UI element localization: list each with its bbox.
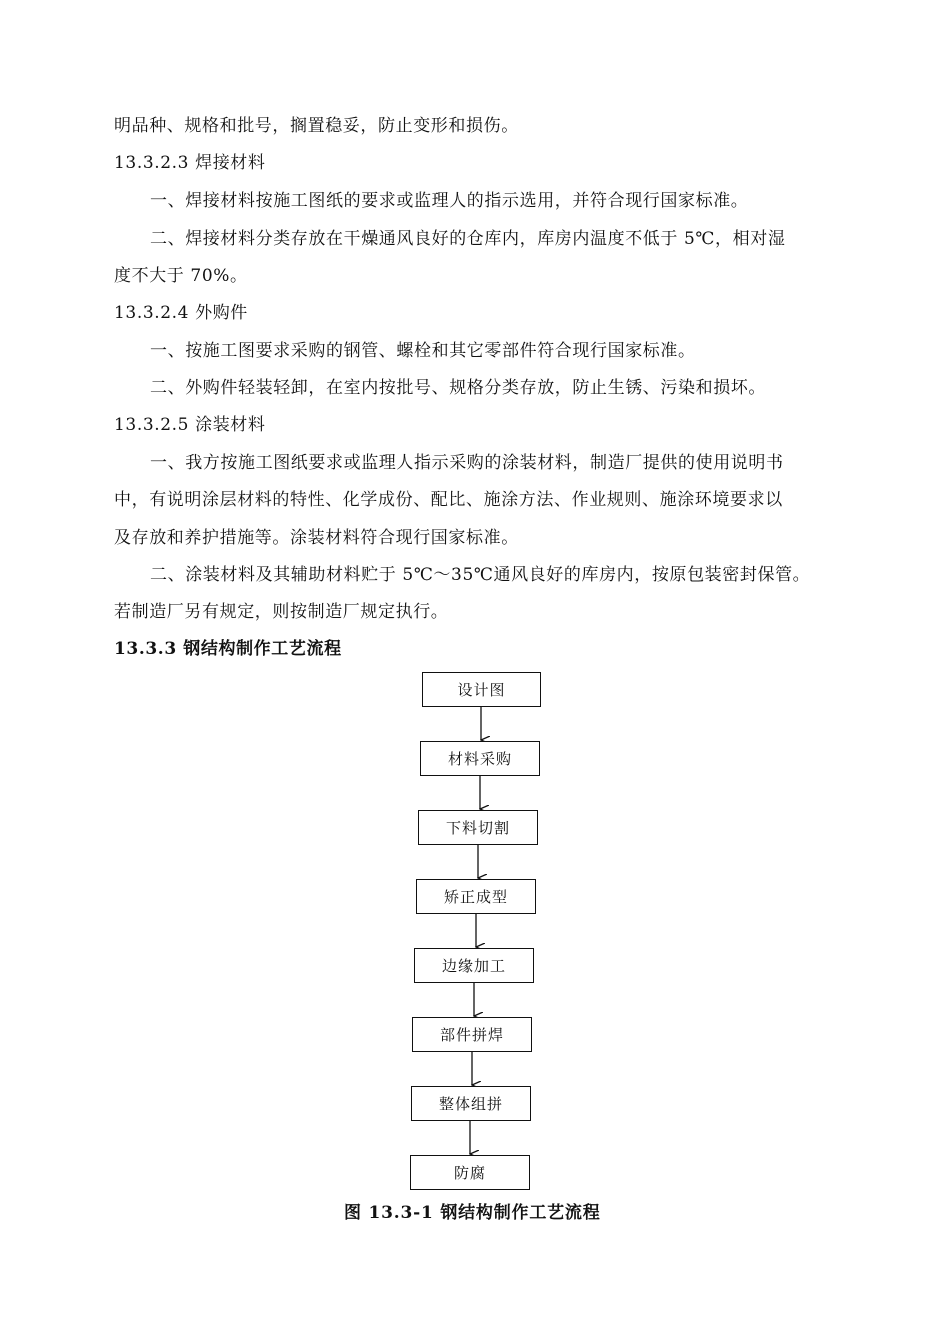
- flow-step-design-drawing: [422, 672, 541, 707]
- subsection-heading: 13.3.2.5 涂装材料: [114, 415, 266, 435]
- flow-step-material-purchase: [420, 741, 540, 776]
- flow-step-label: 防腐: [453, 1164, 486, 1182]
- flow-step-label: 边缘加工: [441, 957, 506, 975]
- flow-step-label: 设计图: [457, 681, 506, 699]
- section-heading: 13.3.3 钢结构制作工艺流程: [114, 639, 342, 659]
- paragraph-line: 一、焊接材料按施工图纸的要求或监理人的指示选用，并符合现行国家标准。: [150, 191, 749, 211]
- paragraph-line: 明品种、规格和批号，搁置稳妥，防止变形和损伤。: [114, 116, 519, 136]
- flow-step-label: 材料采购: [447, 750, 512, 768]
- flow-step-cutting: [418, 810, 538, 845]
- flow-step-anticorrosion: [410, 1155, 530, 1190]
- paragraph-line: 中，有说明涂层材料的特性、化学成份、配比、施涂方法、作业规则、施涂环境要求以: [114, 490, 783, 510]
- subsection-heading: 13.3.2.4 外购件: [114, 303, 248, 323]
- paragraph-line: 及存放和养护措施等。涂装材料符合现行国家标准。: [114, 528, 519, 548]
- paragraph-line: 一、按施工图要求采购的钢管、螺栓和其它零部件符合现行国家标准。: [150, 341, 696, 361]
- paragraph-line: 一、我方按施工图纸要求或监理人指示采购的涂装材料，制造厂提供的使用说明书: [150, 453, 784, 473]
- flow-step-straightening: [416, 879, 536, 914]
- paragraph-line: 二、焊接材料分类存放在干燥通风良好的仓库内，库房内温度不低于 5℃，相对湿: [150, 229, 786, 249]
- paragraph-line: 二、外购件轻装轻卸，在室内按批号、规格分类存放，防止生锈、污染和损坏。: [150, 378, 766, 398]
- flow-step-assembly: [411, 1086, 531, 1121]
- subsection-heading: 13.3.2.3 焊接材料: [114, 153, 266, 173]
- paragraph-line: 若制造厂另有规定，则按制造厂规定执行。: [114, 602, 449, 622]
- figure-caption: 图 13.3-1 钢结构制作工艺流程: [344, 1203, 601, 1223]
- flow-step-label: 矫正成型: [443, 888, 508, 906]
- paragraph-line: 二、涂装材料及其辅助材料贮于 5℃～35℃通风良好的库房内，按原包装密封保管。: [150, 565, 811, 585]
- flow-step-label: 整体组拼: [438, 1095, 503, 1113]
- flow-step-edge-processing: [414, 948, 534, 983]
- paragraph-line: 度不大于 70%。: [114, 266, 248, 286]
- flow-step-label: 下料切割: [445, 819, 510, 837]
- flow-step-label: 部件拼焊: [439, 1026, 504, 1044]
- flow-step-part-welding: [412, 1017, 532, 1052]
